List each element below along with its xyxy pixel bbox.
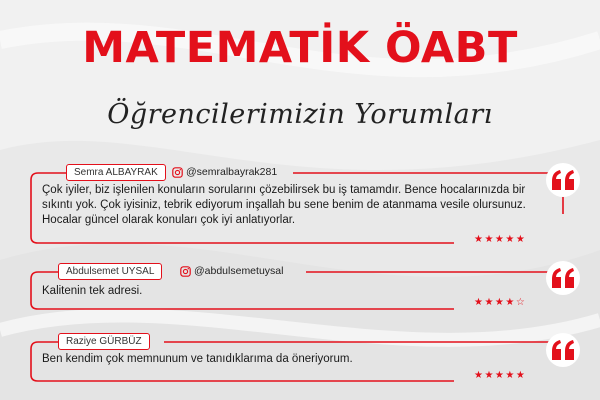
reviewer-name: Semra ALBAYRAK (66, 164, 166, 181)
page-subtitle: Öğrencilerimizin Yorumları (107, 99, 493, 130)
review-card (28, 333, 574, 383)
rating-stars: ★★★★★ (474, 370, 527, 381)
instagram-handle[interactable] (172, 164, 277, 181)
quote-icon (546, 333, 580, 367)
review-comment: Ben kendim çok memnunum ve tanıdıklarıma da öneriyorum. (42, 353, 353, 365)
rating-stars: ★★★★★ (474, 234, 527, 245)
review-comment: Kalitenin tek adresi. (42, 285, 143, 297)
review-card (28, 263, 574, 311)
reviewer-name: Abdulsemet UYSAL (58, 263, 162, 280)
instagram-icon (180, 266, 191, 277)
review-comment: Çok iyiler, biz işlenilen konuların sorularını çözebilirsek bu iş tamamdır. Bence hocalarınızda bir sıkıntı yok. Çok iyisiniz, tebrik ediyorum inşallah bu sene benim de atanmama vesile olursunuz. Hocalar güncel olarak konuları çok iyi anlatıyorlar. (42, 184, 526, 226)
quote-icon (546, 163, 580, 197)
rating-stars: ★★★★☆ (474, 297, 527, 308)
instagram-handle-text: @semralbayrak281 (186, 166, 278, 178)
instagram-handle-text: @abdulsemetuysal (194, 265, 284, 277)
instagram-handle[interactable] (180, 263, 283, 280)
reviewer-name: Raziye GÜRBÜZ (58, 333, 150, 350)
quote-icon (546, 261, 580, 295)
review-card (28, 164, 574, 244)
page-title: MATEMATİK ÖABT (82, 23, 518, 73)
instagram-icon (172, 167, 183, 178)
